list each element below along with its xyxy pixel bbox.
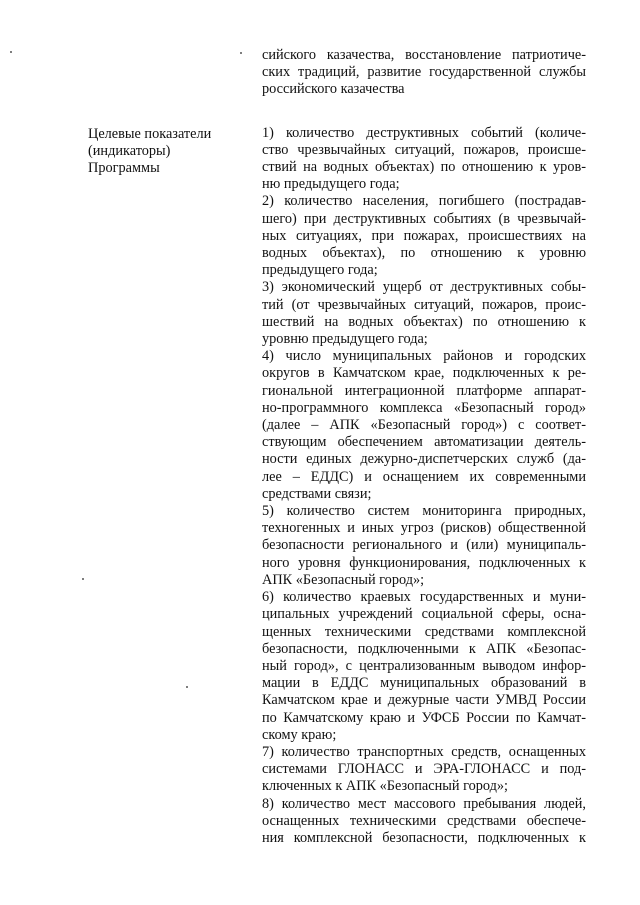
text-line: 2) количество населения, погибшего (пострадав- (262, 193, 586, 210)
text-line: мации в ЕДДС муниципальных образований в (262, 675, 586, 692)
text-line: по Камчатскому краю и УФСБ России по Камчат- (262, 709, 586, 726)
text-line: ню предыдущего года; (262, 176, 400, 193)
row-label-target-indicators (88, 126, 248, 178)
text-line: ных ситуациях, при пожарах, происшествиях на (262, 227, 586, 244)
text-line: (далее – АПК «Безопасный город») с соответ- (262, 417, 586, 434)
row-spacer (262, 99, 586, 125)
text-line: российского казачества (262, 81, 405, 98)
text-line: щенных техническими средствами комплексной (262, 623, 586, 640)
text-line: ный город», с централизованным выводом инфор- (262, 657, 586, 674)
label-line: Целевые показатели (88, 126, 212, 142)
text-line: ности единых дежурно-диспетчерских служб (да- (262, 451, 586, 468)
text-line: ствующим обеспечением автоматизации деятель- (262, 434, 586, 451)
text-line: лее – ЕДДС) и оснащением их современными (262, 468, 586, 485)
scan-speck (82, 578, 84, 580)
text-line: предыдущего года; (262, 262, 378, 279)
text-line: уровню предыдущего года; (262, 331, 428, 348)
text-line: 4) число муниципальных районов и городских (262, 348, 586, 365)
text-line: 7) количество транспортных средств, оснащенных (262, 743, 586, 760)
text-line: округов в Камчатском крае, подключенных к ре- (262, 365, 586, 382)
text-line: тий (от чрезвычайных ситуаций, пожаров, проис- (262, 296, 586, 313)
text-line: шего) при деструктивных событиях (в чрезвычай- (262, 210, 586, 227)
text-line: техногенных и иных угроз (рисков) общественной (262, 520, 586, 537)
text-line: 6) количество краевых государственных и муни- (262, 589, 586, 606)
text-line: ключенных к АПК «Безопасный город»; (262, 778, 509, 795)
text-line: гиональной интеграционной платформе аппарат- (262, 382, 586, 399)
label-line: Программы (88, 160, 160, 177)
text-line: безопасности регионального и (или) муниципаль- (262, 537, 586, 554)
text-line: ствий на водных объектах) по отношению к уров- (262, 159, 586, 176)
text-line: ство чрезвычайных ситуаций, пожаров, происше- (262, 141, 586, 158)
text-line: безопасности, подключенными к АПК «Безопас- (262, 640, 586, 657)
continuation-paragraph (262, 47, 586, 99)
text-line: ного уровня функционирования, подключенных к (262, 554, 586, 571)
text-line: 5) количество систем мониторинга природных, (262, 503, 586, 520)
right-column-text (262, 47, 586, 847)
text-line: 3) экономический ущерб от деструктивных собы- (262, 279, 586, 296)
text-line: шествий на водных объектах) по отношению к (262, 313, 586, 330)
text-line: ния комплексной безопасности, подключенных к (262, 829, 586, 846)
text-line: водных объектах), по отношению к уровню (262, 245, 586, 262)
text-line: сийского казачества, восстановление патриотиче- (262, 47, 586, 63)
text-line: средствами связи; (262, 485, 372, 502)
scan-speck (10, 51, 12, 53)
text-line: системами ГЛОНАСС и ЭРА-ГЛОНАСС и под- (262, 761, 586, 778)
text-line: Камчатском крае и дежурные части УМВД России (262, 692, 586, 709)
scan-speck (240, 52, 242, 54)
text-line: оснащенных техническими средствами обеспече- (262, 812, 586, 829)
scan-speck (186, 686, 188, 688)
label-line: (индикаторы) (88, 143, 171, 160)
text-line: скому краю; (262, 726, 337, 743)
text-line: ских традиций, развитие государственной службы (262, 64, 586, 81)
text-line: но-программного комплекса «Безопасный город» (262, 399, 586, 416)
text-line: 8) количество мест массового пребывания людей, (262, 795, 586, 812)
text-line: ципальных учреждений социальной сферы, осна- (262, 606, 586, 623)
text-line: АПК «Безопасный город»; (262, 571, 425, 588)
indicators-list (262, 125, 586, 848)
text-line: 1) количество деструктивных событий (количе- (262, 124, 586, 141)
